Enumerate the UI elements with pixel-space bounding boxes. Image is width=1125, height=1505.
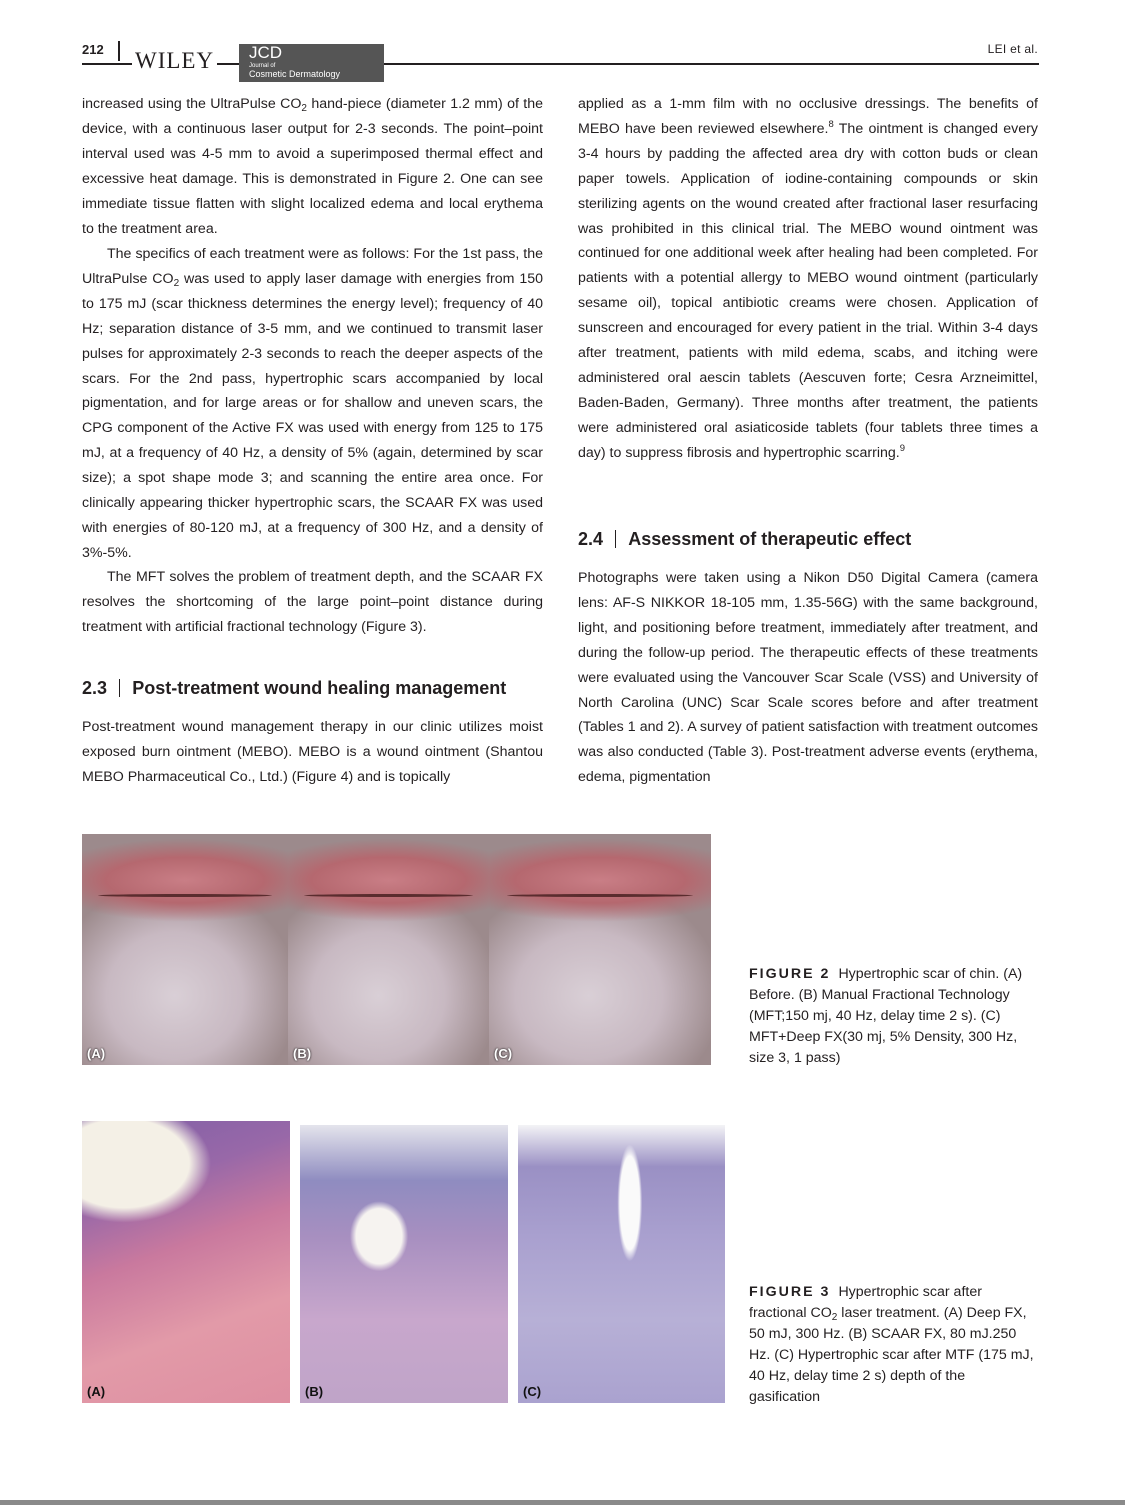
figure3-label: FIGURE 3 xyxy=(749,1284,831,1300)
left-paragraph-2: The specifics of each treatment were as follows: For the 1st pass, the UltraPulse $CO_2$ was used to apply laser damage with energies from 150 to 175 mJ (scar thickness determines the energy level); frequency of 40 Hz; separation distance of 3-5 mm, and we continued to transmit laser pulses for approximately 2-3 seconds to reach the deeper aspects of the scars. For the 2nd pass, hypertrophic scars accompanied by local pigmentation, and for large areas or for shallow and uneven scars, the CPG component of the Active FX was used with energy from 125 to 175 mJ, at a frequency of 40 Hz, a density of 5% (again, determined by scar size); a spot shape mode 3; and scanning the entire area once. For clinically appearing thicker hypertrophic scars, the SCAAR FX was used with energies of 80-120 mJ, at a frequency of 300 Hz, and a density of 3%-5%. xyxy=(82,246,543,561)
header-rule xyxy=(82,63,1039,65)
figure3-panel-b xyxy=(300,1125,508,1403)
figure2-label-b: (B) xyxy=(293,1046,312,1061)
section-heading-2-4: 2.4 Assessment of therapeutic effect xyxy=(578,529,912,549)
journal-abbr: JCD xyxy=(249,43,283,62)
header-divider xyxy=(118,41,120,61)
right-paragraph-1: applied as a 1-mm film with no occlusive dressings. The benefits of MEBO have been reviewed elsewhere.$^8$ The ointment is changed every 3-4 hours by padding the affected area dry with cotton buds or clean paper towels. Application of iodine-containing compounds or skin sterilizing agents on the wound created after fractional laser resurfacing was prohibited in this clinical trial. The MEBO wound ointment was continued for one additional week after healing had been completed. For patients with a potential allergy to MEBO wound ointment (particularly sesame oil), topical antibiotic creams were chosen. Application of sunscreen and encouraged for every patient in the trial. Within 3-4 days after treatment, patients with mild edema, scabs, and itching were administered oral aescin tablets (Aescuven forte; Cesra Arzneimittel, Baden-Baden, Germany). Three months after treatment, the patients were administered oral asiaticoside tablets (four tablets three times a day) to suppress fibrosis and hypertrophic scarring.$^9$ xyxy=(578,96,1038,461)
figure3-label-c: (C) xyxy=(523,1384,542,1399)
figure3-panel-a xyxy=(82,1121,290,1403)
figure2-panel-b xyxy=(288,834,489,1065)
figure2-label-c: (C) xyxy=(494,1046,513,1061)
journal-line1: Journal of xyxy=(249,63,276,69)
figure3-label-b: (B) xyxy=(305,1384,324,1399)
figure3-caption: FIGURE 3 Hypertrophic scar after fractional $CO_2$ laser treatment. (A) Deep FX, 50 mJ, 300 Hz. (B) SCAAR FX, 80 mJ.250 Hz. (C) Hypertrophic scar after MTF (175 mJ, 40 Hz, delay time 2 s) depth of the gasification xyxy=(749,1284,1034,1405)
journal-line2: Cosmetic Dermatology xyxy=(249,69,341,79)
page-bottom-edge xyxy=(0,1500,1125,1505)
publisher-logo: WILEY xyxy=(132,48,217,74)
running-authors: LEI et al. xyxy=(987,42,1038,56)
left-paragraph-4: Post-treatment wound management therapy in our clinic utilizes moist exposed burn ointment (MEBO). MEBO is a wound ointment (Shantou MEBO Pharmaceutical Co., Ltd.) (Figure 4) and is topically xyxy=(82,719,543,785)
left-paragraph-1: increased using the UltraPulse $CO_2$ hand-piece (diameter 1.2 mm) of the device, with a continuous laser output for 2-3 seconds. The point–point interval used was 4-5 mm to avoid a superimposed thermal effect and excessive heat damage. This is demonstrated in Figure 2. One can see immediate tissue flatten with slight localized edema and local erythema to the treatment area. xyxy=(82,96,543,237)
right-paragraph-2: Photographs were taken using a Nikon D50 Digital Camera (camera lens: AF-S NIKKOR 18-105 mm, 1.35-56G) with the same background, light, and positioning before treatment, immediately after treatment, and during the follow-up period. The therapeutic effects of these treatments were evaluated using the Vancouver Scar Scale (VSS) and University of North Carolina (UNC) Scar Scale scores before and after treatment (Tables 1 and 2). A survey of patient satisfaction with treatment outcomes was also conducted (Table 3). Post-treatment adverse events (erythema, edema, pigmentation xyxy=(578,570,1038,786)
figure2-panel-c xyxy=(489,834,711,1065)
figure3-panel-c xyxy=(518,1125,725,1403)
figure3-label-a: (A) xyxy=(87,1384,106,1399)
journal-logo xyxy=(239,44,384,82)
figure2-panel-a xyxy=(82,834,288,1065)
page-number: 212 xyxy=(82,42,104,57)
figure2-label-a: (A) xyxy=(87,1046,106,1061)
figure2-label: FIGURE 2 xyxy=(749,966,831,982)
left-paragraph-3: The MFT solves the problem of treatment depth, and the SCAAR FX resolves the shortcoming of the large point–point distance during treatment with artificial fractional technology (Figure 3). xyxy=(82,569,543,635)
section-heading-2-3: 2.3 Post-treatment wound healing management xyxy=(82,678,507,698)
figure2-caption: FIGURE 2 Hypertrophic scar of chin. (A) Before. (B) Manual Fractional Technology (MFT;150 mj, 40 Hz, delay time 2 s). (C) MFT+Deep FX(30 mj, 5% Density, 300 Hz, size 3, 1 pass) xyxy=(749,966,1023,1066)
